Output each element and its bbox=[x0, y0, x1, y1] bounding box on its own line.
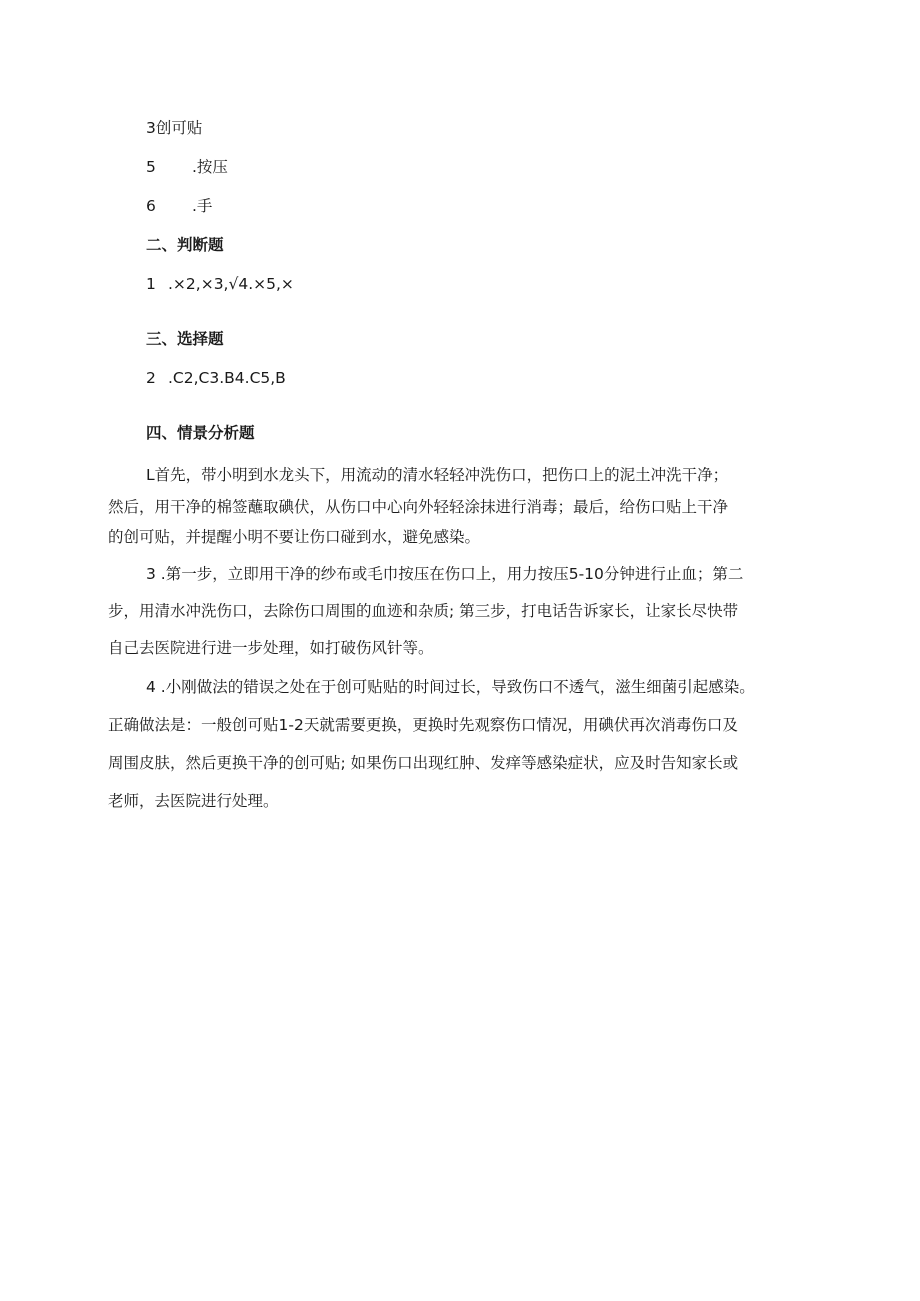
choice-answers bbox=[146, 368, 286, 388]
fill-answer-5 bbox=[146, 157, 228, 177]
fill-answer-3: 3创可贴 bbox=[146, 119, 203, 137]
scenario-answer-4-line-4: 老师，去医院进行处理。 bbox=[108, 792, 279, 810]
item-number: 5 bbox=[146, 158, 156, 176]
judge-answers bbox=[146, 274, 294, 294]
scenario-answer-3-line-3: 自己去医院进行进一步处理，如打破伤风针等。 bbox=[108, 639, 434, 657]
item-number: 2 bbox=[146, 369, 156, 387]
scenario-answer-4-line-1: 4 .小刚做法的错误之处在于创可贴贴的时间过长，导致伤口不透气，滋生细菌引起感染。 bbox=[146, 678, 755, 696]
item-text: .手 bbox=[192, 197, 213, 215]
item-text: .×2,×3,√4.×5,× bbox=[168, 275, 294, 293]
item-number: 6 bbox=[146, 197, 156, 215]
scenario-answer-3-line-2: 步，用清水冲洗伤口，去除伤口周围的血迹和杂质; 第三步，打电话告诉家长，让家长尽快带 bbox=[108, 602, 739, 620]
section-heading-choice: 三、选择题 bbox=[146, 330, 224, 348]
section-heading-scenario: 四、情景分析题 bbox=[146, 424, 255, 442]
scenario-answer-1-line-1: L首先，带小明到水龙头下，用流动的清水轻轻冲洗伤口，把伤口上的泥土冲洗干净； bbox=[146, 466, 729, 484]
scenario-answer-4-line-3: 周围皮肤，然后更换干净的创可贴; 如果伤口出现红肿、发痒等感染症状，应及时告知家长或 bbox=[108, 754, 739, 772]
fill-answer-6 bbox=[146, 196, 212, 216]
scenario-answer-4-line-2: 正确做法是：一般创可贴1-2天就需要更换，更换时先观察伤口情况，用碘伏再次消毒伤口及 bbox=[108, 716, 738, 734]
section-heading-judge: 二、判断题 bbox=[146, 236, 224, 254]
item-text: .C2,C3.B4.C5,B bbox=[168, 369, 286, 387]
item-text: .按压 bbox=[192, 158, 228, 176]
scenario-answer-1-line-3: 的创可贴，并提醒小明不要让伤口碰到水，避免感染。 bbox=[108, 528, 481, 546]
scenario-answer-3-line-1: 3 .第一步，立即用干净的纱布或毛巾按压在伤口上，用力按压5-10分钟进行止血；第二 bbox=[146, 565, 744, 583]
scenario-answer-1-line-2: 然后，用干净的棉签蘸取碘伏，从伤口中心向外轻轻涂抹进行消毒；最后，给伤口贴上干净 bbox=[108, 498, 729, 516]
item-number: 1 bbox=[146, 275, 156, 293]
